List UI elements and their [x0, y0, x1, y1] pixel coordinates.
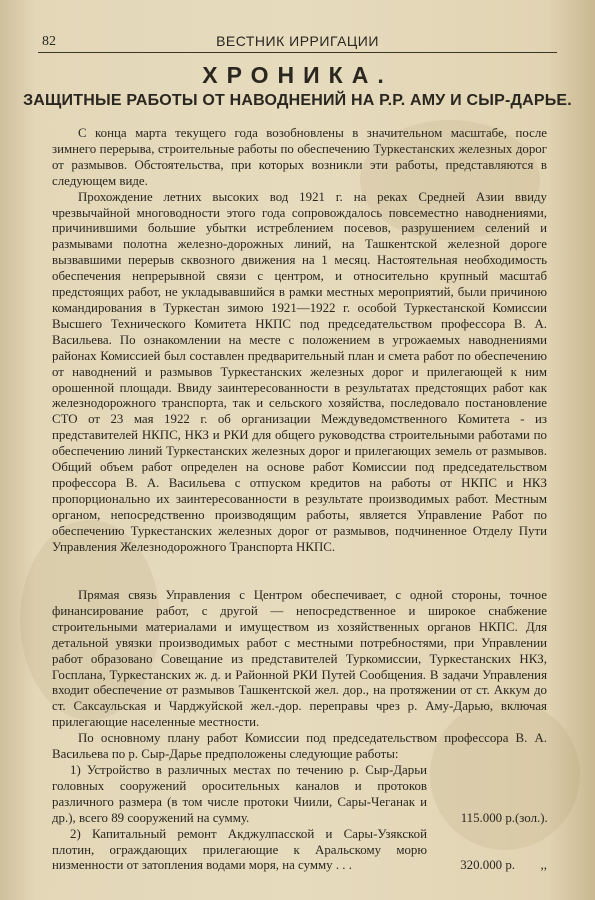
- paragraph: С конца марта текущего года возобновлены в значительном масштабе, после зимнего перерыва, строительные работы по обеспечению Туркестанских железных дорог от размывов. Обстоятельства, при которых возникли эти работы, представляются в следующем виде.: [52, 126, 547, 188]
- paragraph: По основному плану работ Комиссии под председательством профессора В. А. Васильева по р. Сыр-Дарье предположены следующие работы:: [52, 731, 547, 762]
- paragraph: Прохождение летних высоких вод 1921 г. на реках Средней Азии ввиду чрезвычайной многоводности этого года сопровождалось повсеместно наводнениями, причинившими большие убытки истреблением посевов, разрушением селений и размывами полотна железно-дорожных линий, на Ташкентской железной дороге вызвавшими перерыв сквозного движения на 1 месяц. Настоятельная необходимость обеспечения непрерывной связи с центром, и относительно крупный масштаб предстоящих работ, не укладывавшийся в рамки местных мероприятий, были причиною командирования в Туркестан зимою 1921—1922 г. особой Туркестанской Комиссии Высшего Технического Комитета НКПС под председательством профессора В. А. Васильева. По ознакомлении на месте с положением в угрожаемых наводнениями районах Комиссией был составлен предварительный план и смета работ по обеспечению от наводнений и размывов Туркестанских железных дорог и прилегающей к ним орошенной площади. Ввиду заинтересованности в результатах предстоящих работ как железнодорожного транспорта, так и сельского хозяйства, последовало постановление СТО от 23 мая 1922 г. об организации Междуведомственного Комитета - из представителей НКПС, НКЗ и РКИ для общего руководства строительными работами по обеспечению линий Туркестанских железных дорог и прилегающих земель от размывов. Общий объем работ определен на основе работ Комиссии под председательством профессора В. А. Васильева с отпуском кредитов на работы от НКПС и НКЗ пропорционально их заинтересованности в результате производимых работ. Местным органом, непосредственно производящим работы, является Управление Работ по обеспечению Туркестанских железных дорог от размывов, подчиненное Отделу Пути Управления Железнодорожного Транспорта НКПС.: [52, 189, 547, 554]
- article-body: [52, 126, 547, 555]
- list-item-amount: 320.000 р.: [460, 858, 515, 873]
- article-subtitle: ЗАЩИТНЫЕ РАБОТЫ ОТ НАВОДНЕНИЙ НА Р.Р. АМУ И СЫР-ДАРЬЕ.: [23, 92, 572, 109]
- list-item: [52, 763, 547, 827]
- list-item-note: (зол.).: [515, 810, 548, 825]
- section-title: ХРОНИКА.: [202, 62, 393, 88]
- paragraph: Прямая связь Управления с Центром обеспечивает, с одной стороны, точное финансирование работ, с другой — непосредственное и широкое снабжение строительными материалами и имуществом из хозяйственных органов НКПС. Для детальной увязки производимых работ с местными потребностями, при Управлении работ образовано Совещание из представителей Туркомиссии, Туркестанских НКЗ, Госплана, Туркестанских ж. д. и Районной РКИ Путей Сообщения. В задачи Управления входит обеспечение от размывов Ташкентской жел. дор., на протяжении от ст. Аккум до ст. Саксаульская и Чарджуйской жел.-дор. переправы чрез р. Аму-Дарью, включая прилегающие населенные местности.: [52, 588, 547, 730]
- journal-title: ВЕСТНИК ИРРИГАЦИИ: [216, 33, 379, 49]
- list-item-note: ,,: [540, 858, 547, 873]
- list-item: [52, 827, 547, 875]
- list-item-text: 2) Капитальный ремонт Акджулпасской и Сары-Узякской плотин, ограждающих прилегающие к Аральскому морю низменности от затопления водами моря, на сумму . . .: [52, 826, 427, 873]
- article-body-continued: [52, 588, 547, 874]
- list-item-text: 1) Устройство в различных местах по течению р. Сыр-Дарьи головных сооружений оросительных каналов и протоков различного размера (в том числе протоки Чиили, Сары-Чеганак и др.), всего 89 сооружений на сумму.: [52, 762, 427, 825]
- page-number: 82: [42, 34, 56, 49]
- list-item-amount: 115.000 р.: [460, 810, 515, 825]
- running-header: [38, 30, 557, 53]
